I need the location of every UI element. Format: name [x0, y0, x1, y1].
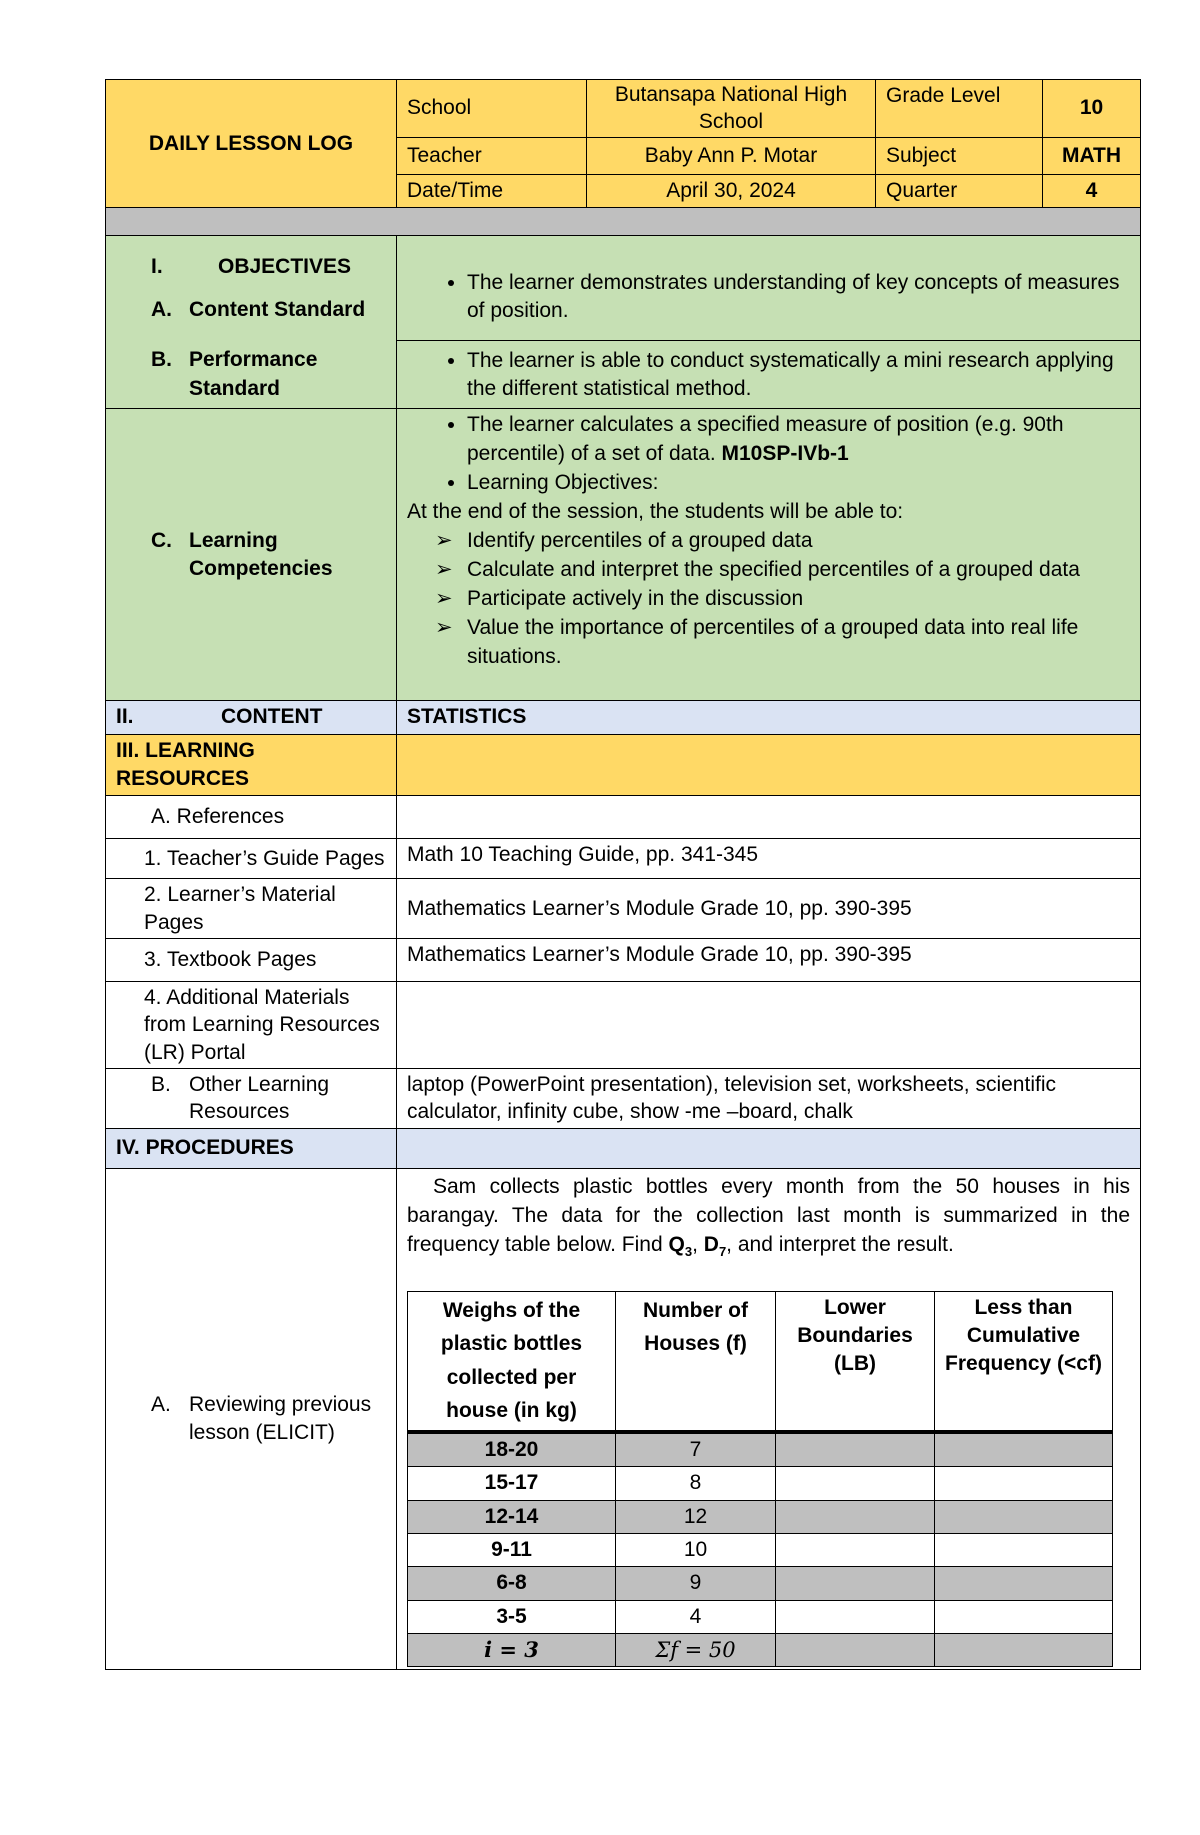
table-row — [408, 1467, 1113, 1500]
content-label: CONTENT — [221, 705, 323, 729]
table-row — [408, 1534, 1113, 1567]
teachers-guide-value: Math 10 Teaching Guide, pp. 341-345 — [397, 839, 1141, 879]
content-value: STATISTICS — [397, 701, 1141, 734]
content-standard-list — [407, 267, 1130, 328]
frequency-table — [407, 1291, 1113, 1668]
competency-bullet — [467, 411, 1130, 469]
log-title: DAILY LESSON LOG — [106, 80, 397, 208]
cumulative-frequency-blank — [935, 1467, 1113, 1500]
competency-bullets — [407, 411, 1130, 498]
table-row — [408, 1432, 1113, 1467]
reviewing-lesson-num: A. — [151, 1392, 171, 1416]
cumulative-frequency-blank — [935, 1600, 1113, 1633]
cumulative-frequency-blank — [935, 1432, 1113, 1467]
lower-boundary-blank — [776, 1467, 935, 1500]
frequency: 8 — [616, 1467, 776, 1500]
objectives-ab-labels — [106, 236, 397, 341]
frequency: 7 — [616, 1432, 776, 1467]
school-value: Butansapa National High School — [587, 80, 876, 138]
other-resources-label: Other Learning Resources — [189, 1072, 330, 1124]
references-value — [397, 796, 1141, 839]
lower-boundary-blank — [776, 1567, 935, 1600]
q3-symbol: $Q_3$ — [668, 1232, 693, 1259]
reviewing-lesson-cell — [106, 1168, 397, 1670]
learning-competencies-num: C. — [151, 528, 172, 552]
subject-label: Subject — [876, 138, 1043, 175]
problem-text: Sam collects plastic bottles every month from the 50 houses in his barangay. The data for the collection last month is summarized in the frequency table below. Find — [407, 1174, 1130, 1256]
col-header-weights: Weighs of the plastic bottles collected per house (in kg) — [408, 1291, 616, 1432]
lower-boundary-blank — [776, 1534, 935, 1567]
other-resources-num: B. — [151, 1072, 171, 1096]
learning-objective-item: ➢ Value the importance of percentiles of a grouped data into real life situations. — [467, 614, 1130, 672]
learning-objective-item: ➢ Calculate and interpret the specified percentiles of a grouped data — [467, 556, 1130, 585]
textbook-label: 3. Textbook Pages — [106, 938, 397, 981]
class-interval: 12-14 — [408, 1500, 616, 1533]
teachers-guide-label: 1. Teacher’s Guide Pages — [106, 839, 397, 879]
reviewing-lesson-heading — [151, 1391, 386, 1448]
d7-symbol: $D_7$ — [703, 1232, 727, 1259]
cumulative-frequency-blank — [935, 1567, 1113, 1600]
class-width: i = 3 — [408, 1634, 616, 1667]
learning-objectives-intro: At the end of the session, the students will be able to: — [407, 500, 904, 524]
additional-materials-label: 4. Additional Materials from Learning Resources (LR) Portal — [106, 981, 397, 1068]
frequency-sum: Σf = 50 — [616, 1634, 776, 1667]
lower-boundary-blank — [776, 1432, 935, 1467]
class-interval: 6-8 — [408, 1567, 616, 1600]
procedures-blank — [397, 1128, 1141, 1168]
lower-boundary-blank — [776, 1634, 935, 1667]
separator-row — [106, 208, 1141, 236]
daily-lesson-log — [105, 79, 1140, 1670]
learning-objectives-list — [407, 527, 1130, 672]
lesson-log-table — [105, 79, 1141, 1670]
teacher-value: Baby Ann P. Motar — [587, 138, 876, 175]
col-header-houses: Number of Houses (f) — [616, 1291, 776, 1432]
col-header-lower-boundaries: Lower Boundaries (LB) — [776, 1291, 935, 1432]
content-standard-num: A. — [151, 297, 172, 321]
learners-material-value: Mathematics Learner’s Module Grade 10, pp. 390-395 — [397, 879, 1141, 939]
textbook-value: Mathematics Learner’s Module Grade 10, pp. 390-395 — [397, 938, 1141, 981]
performance-standard-heading — [151, 346, 386, 403]
teacher-label: Teacher — [397, 138, 587, 175]
table-footer-row — [408, 1634, 1113, 1667]
learning-competencies-label: Learning Competencies — [189, 528, 333, 580]
class-interval: 3-5 — [408, 1600, 616, 1633]
objectives-title: OBJECTIVES — [218, 255, 352, 279]
procedures-title: IV. PROCEDURES — [106, 1128, 397, 1168]
school-label: School — [397, 80, 587, 138]
additional-materials-value — [397, 981, 1141, 1068]
table-row — [408, 1600, 1113, 1633]
references-label: A. References — [106, 796, 397, 839]
content-heading — [106, 701, 397, 734]
lower-boundary-blank — [776, 1500, 935, 1533]
other-resources-heading — [151, 1071, 386, 1126]
frequency: 12 — [616, 1500, 776, 1533]
problem-statement: Sam collects plastic bottles every month from the 50 houses in his barangay. The data for the collection last month is summarized in the frequency table below. Find $Q_3$, $D_7$, and interpret the result. — [407, 1174, 1130, 1259]
learning-resources-title: III. LEARNING RESOURCES — [106, 734, 397, 796]
objectives-num: I. — [151, 255, 163, 279]
col-header-cumulative-frequency: Less than Cumulative Frequency (<cf) — [935, 1291, 1113, 1432]
quarter-value: 4 — [1043, 175, 1141, 208]
objectives-heading — [151, 253, 386, 281]
learning-resources-blank — [397, 734, 1141, 796]
cumulative-frequency-blank — [935, 1634, 1113, 1667]
class-interval: 9-11 — [408, 1534, 616, 1567]
performance-standard-cell — [106, 341, 397, 409]
competency-text: The learner calculates a specified measure of position (e.g. 90th percentile) of a set of data. — [467, 413, 1064, 466]
cumulative-frequency-blank — [935, 1500, 1113, 1533]
grade-label: Grade Level — [876, 80, 1043, 138]
learning-competencies-cell — [106, 409, 397, 701]
performance-standard-num: B. — [151, 348, 172, 372]
learning-objective-item: ➢ Identify percentiles of a grouped data — [467, 527, 1130, 556]
lower-boundary-blank — [776, 1600, 935, 1633]
frequency: 10 — [616, 1534, 776, 1567]
learning-competencies-heading — [151, 527, 386, 584]
class-interval: 15-17 — [408, 1467, 616, 1500]
date-value: April 30, 2024 — [587, 175, 876, 208]
quarter-label: Quarter — [876, 175, 1043, 208]
content-standard-heading — [151, 296, 386, 324]
content-standard-label: Content Standard — [189, 297, 366, 321]
class-interval: 18-20 — [408, 1432, 616, 1467]
problem-text-end: , and interpret the result. — [726, 1232, 954, 1256]
content-num: II. — [116, 705, 134, 729]
content-standard-text: • The learner demonstrates understanding of key concepts of measures of position. — [467, 267, 1130, 328]
competency-code: M10SP-IVb-1 — [721, 442, 849, 466]
reviewing-lesson-label: Reviewing previous lesson (ELICIT) — [189, 1392, 372, 1444]
frequency: 4 — [616, 1600, 776, 1633]
subject-value: MATH — [1043, 138, 1141, 175]
content-standard-text-cell — [397, 236, 1141, 341]
performance-standard-text: • The learner is able to conduct systematically a mini research applying the different statistical method. — [467, 345, 1130, 406]
other-resources-value: laptop (PowerPoint presentation), television set, worksheets, scientific calculator, infinity cube, show -me –board, chalk — [397, 1068, 1141, 1128]
other-resources-cell — [106, 1068, 397, 1128]
performance-standard-label: Performance Standard — [189, 348, 318, 400]
table-row — [408, 1500, 1113, 1533]
learning-objective-item: ➢ Participate actively in the discussion — [467, 585, 1130, 614]
date-label: Date/Time — [397, 175, 587, 208]
learners-material-label: 2. Learner’s Material Pages — [106, 879, 397, 939]
learning-competencies-content — [397, 409, 1141, 701]
performance-standard-list — [407, 345, 1130, 406]
frequency: 9 — [616, 1567, 776, 1600]
learning-objectives-bullet: • Learning Objectives: — [467, 469, 1130, 498]
performance-standard-text-cell — [397, 341, 1141, 409]
reviewing-lesson-content — [397, 1168, 1141, 1670]
grade-value: 10 — [1043, 80, 1141, 138]
table-row — [408, 1567, 1113, 1600]
cumulative-frequency-blank — [935, 1534, 1113, 1567]
